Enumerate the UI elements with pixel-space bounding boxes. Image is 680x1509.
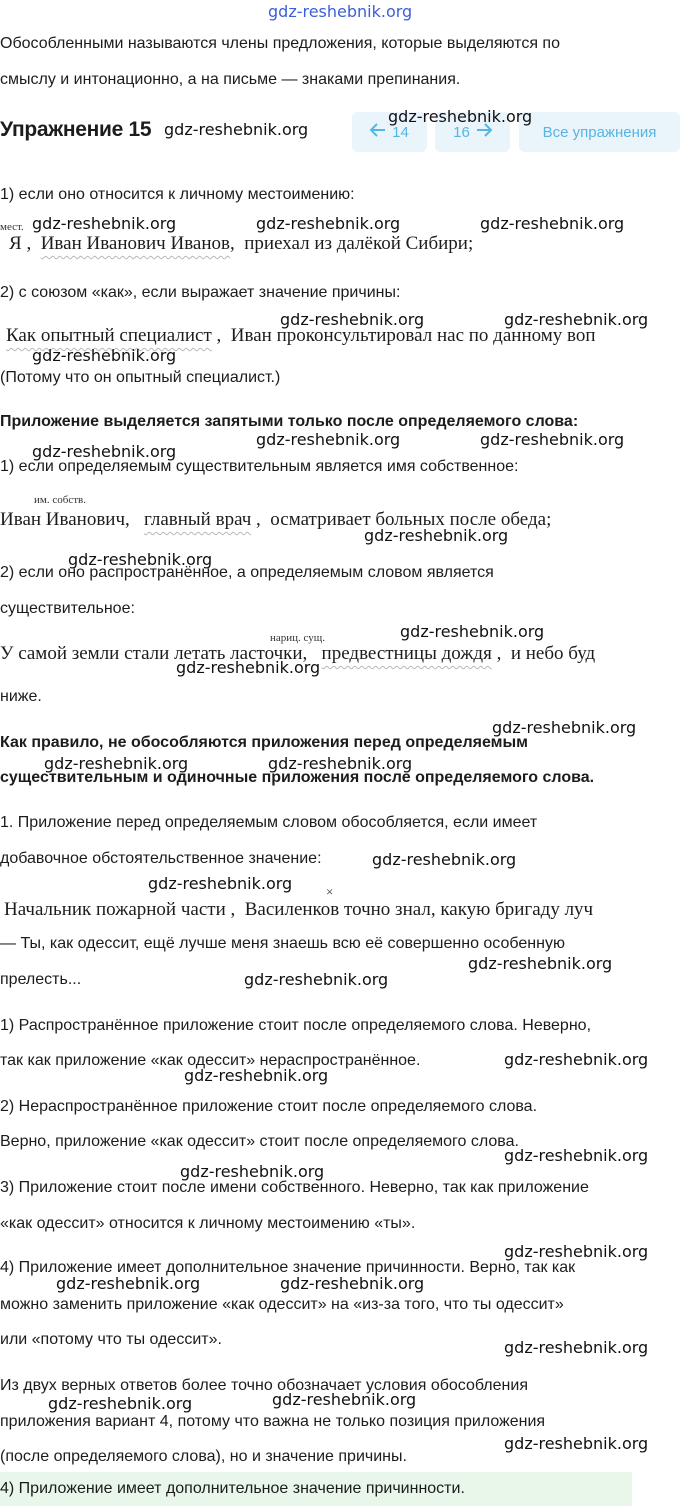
answer-option: так как приложение «как одессит» нераспространённое. — [0, 1052, 421, 1069]
intro-line: смыслу и интонационно, а на письме — знаками препинания. — [0, 71, 461, 88]
answer-option: 3) Приложение стоит после имени собственного. Неверно, так как приложение — [0, 1179, 589, 1196]
watermark: gdz-reshebnik.org — [504, 1146, 649, 1165]
watermark: gdz-reshebnik.org — [280, 310, 425, 329]
watermark: gdz-reshebnik.org — [148, 874, 293, 893]
watermark: gdz-reshebnik.org — [364, 526, 509, 545]
watermark: gdz-reshebnik.org — [388, 107, 533, 126]
watermark: gdz-reshebnik.org — [272, 1390, 417, 1409]
example-sentence: У самой земли стали летать ласточки, предвестницы дождя , и небо буд — [0, 643, 596, 664]
example-rest: Василенков точно знал, какую бригаду луч — [244, 899, 594, 920]
all-exercises-button[interactable] — [519, 112, 680, 152]
answer-option: Верно, приложение «как одессит» стоит после определяемого слова. — [0, 1133, 519, 1150]
watermark: gdz-reshebnik.org — [44, 754, 189, 773]
watermark: gdz-reshebnik.org — [480, 430, 625, 449]
example-rest: осматривает больных после обеда; — [270, 509, 552, 530]
cross-mark-icon: × — [326, 884, 334, 899]
watermark: gdz-reshebnik.org — [48, 1394, 193, 1413]
rule-heading: 1) если оно относится к личному местоимению: — [0, 186, 355, 203]
example-name: Иван Иванович, — [0, 509, 130, 530]
watermark: gdz-reshebnik.org — [164, 120, 309, 139]
watermark: gdz-reshebnik.org — [280, 1274, 425, 1293]
example-continuation: ниже. — [0, 688, 42, 705]
example-rest: и небо буд — [510, 643, 596, 664]
grammar-note: нариц. сущ. — [270, 632, 325, 644]
all-exercises-label: Все упражнения — [542, 123, 657, 141]
example-sentence: Как опытный специалист , Иван проконсультировал нас по данному воп — [6, 325, 596, 346]
answer-option: «как одессит» относится к личному местоимению «ты». — [0, 1215, 416, 1232]
conclusion-line: приложения вариант 4, потому что важна не только позиция приложения — [0, 1413, 546, 1430]
watermark: gdz-reshebnik.org — [400, 622, 545, 641]
watermark: gdz-reshebnik.org — [468, 954, 613, 973]
example-pronoun: Я — [9, 233, 22, 254]
section-heading: существительным и одиночные приложения после определяемого слова. — [0, 769, 595, 786]
watermark: gdz-reshebnik.org — [244, 970, 389, 989]
next-exercise-label: 16 — [453, 123, 470, 141]
watermark: gdz-reshebnik.org — [256, 430, 401, 449]
answer-option: или «потому что ты одессит». — [0, 1331, 222, 1348]
grammar-note: им. собств. — [34, 494, 86, 506]
example-appositive: предвестницы дождя — [321, 643, 492, 664]
quote-line: прелесть... — [0, 971, 82, 988]
watermark: gdz-reshebnik.org — [32, 346, 177, 365]
watermark: gdz-reshebnik.org — [480, 214, 625, 233]
example-start: У самой земли стали летать ласточки, — [0, 643, 308, 664]
rule-item: существительное: — [0, 600, 135, 617]
watermark: gdz-reshebnik.org — [68, 550, 213, 569]
watermark: gdz-reshebnik.org — [180, 1162, 325, 1181]
page-title: Упражнение 15 — [0, 118, 152, 141]
paragraph-line: 1. Приложение перед определяемым словом обособляется, если имеет — [0, 814, 538, 831]
arrow-left-icon — [370, 123, 386, 141]
watermark-link[interactable]: gdz-reshebnik.org — [268, 2, 413, 21]
watermark: gdz-reshebnik.org — [504, 1434, 649, 1453]
example-rest: приехал из далёкой Сибири; — [244, 233, 474, 254]
intro-line: Обособленными называются члены предложения, которые выделяются по — [0, 35, 560, 52]
paragraph-line: добавочное обстоятельственное значение: — [0, 850, 322, 867]
watermark: gdz-reshebnik.org — [492, 718, 637, 737]
answer-option: можно заменить приложение «как одессит» на «из-за того, что ты одессит» — [0, 1296, 564, 1313]
answer-option: 2) Нераспространённое приложение стоит после определяемого слова. — [0, 1098, 538, 1115]
watermark: gdz-reshebnik.org — [184, 1066, 329, 1085]
grammar-note: мест. — [0, 221, 24, 233]
answer-option: 1) Распространённое приложение стоит после определяемого слова. Неверно, — [0, 1017, 592, 1034]
example-sentence: Начальник пожарной части , Василенков точно знал, какую бригаду луч — [4, 899, 594, 920]
watermark: gdz-reshebnik.org — [372, 850, 517, 869]
quote-line: — Ты, как одессит, ещё лучше меня знаешь всю её совершенно особенную — [0, 935, 565, 952]
conclusion-line: Из двух верных ответов более точно обозначает условия обособления — [0, 1377, 528, 1394]
example-appositive: Начальник пожарной части — [4, 899, 226, 920]
rule-item: 2) если оно распространённое, а определяемым словом является — [0, 564, 494, 581]
watermark: gdz-reshebnik.org — [176, 658, 321, 677]
watermark: gdz-reshebnik.org — [504, 310, 649, 329]
example-appositive: Иван Иванович Иванов — [40, 233, 230, 254]
example-sentence: Я , Иван Иванович Иванов, приехал из далёкой Сибири; — [9, 233, 474, 254]
conclusion-line: (после определяемого слова), но и значение причины. — [0, 1448, 407, 1465]
example-appositive: Как опытный специалист — [6, 325, 212, 346]
watermark: gdz-reshebnik.org — [504, 1338, 649, 1357]
section-heading: Приложение выделяется запятыми только после определяемого слова: — [0, 413, 579, 430]
example-sentence: Иван Иванович, главный врач , осматривает больных после обеда; — [0, 509, 552, 530]
explanation: (Потому что он опытный специалист.) — [0, 369, 281, 386]
example-rest: Иван проконсультировал нас по данному воп — [230, 325, 596, 346]
rule-item: 1) если определяемым существительным является имя собственное: — [0, 458, 519, 475]
watermark: gdz-reshebnik.org — [268, 754, 413, 773]
watermark: gdz-reshebnik.org — [32, 214, 177, 233]
watermark: gdz-reshebnik.org — [32, 442, 177, 461]
example-appositive: главный врач — [144, 509, 252, 530]
prev-exercise-label: 14 — [392, 123, 409, 141]
rule-heading: 2) с союзом «как», если выражает значение причины: — [0, 284, 401, 301]
watermark: gdz-reshebnik.org — [504, 1050, 649, 1069]
watermark: gdz-reshebnik.org — [504, 1242, 649, 1261]
section-heading: Как правило, не обособляются приложения перед определяемым — [0, 734, 529, 751]
final-answer: 4) Приложение имеет дополнительное значение причинности. — [0, 1480, 465, 1497]
watermark: gdz-reshebnik.org — [256, 214, 401, 233]
watermark: gdz-reshebnik.org — [56, 1274, 201, 1293]
answer-option: 4) Приложение имеет дополнительное значение причинности. Верно, так как — [0, 1259, 576, 1276]
